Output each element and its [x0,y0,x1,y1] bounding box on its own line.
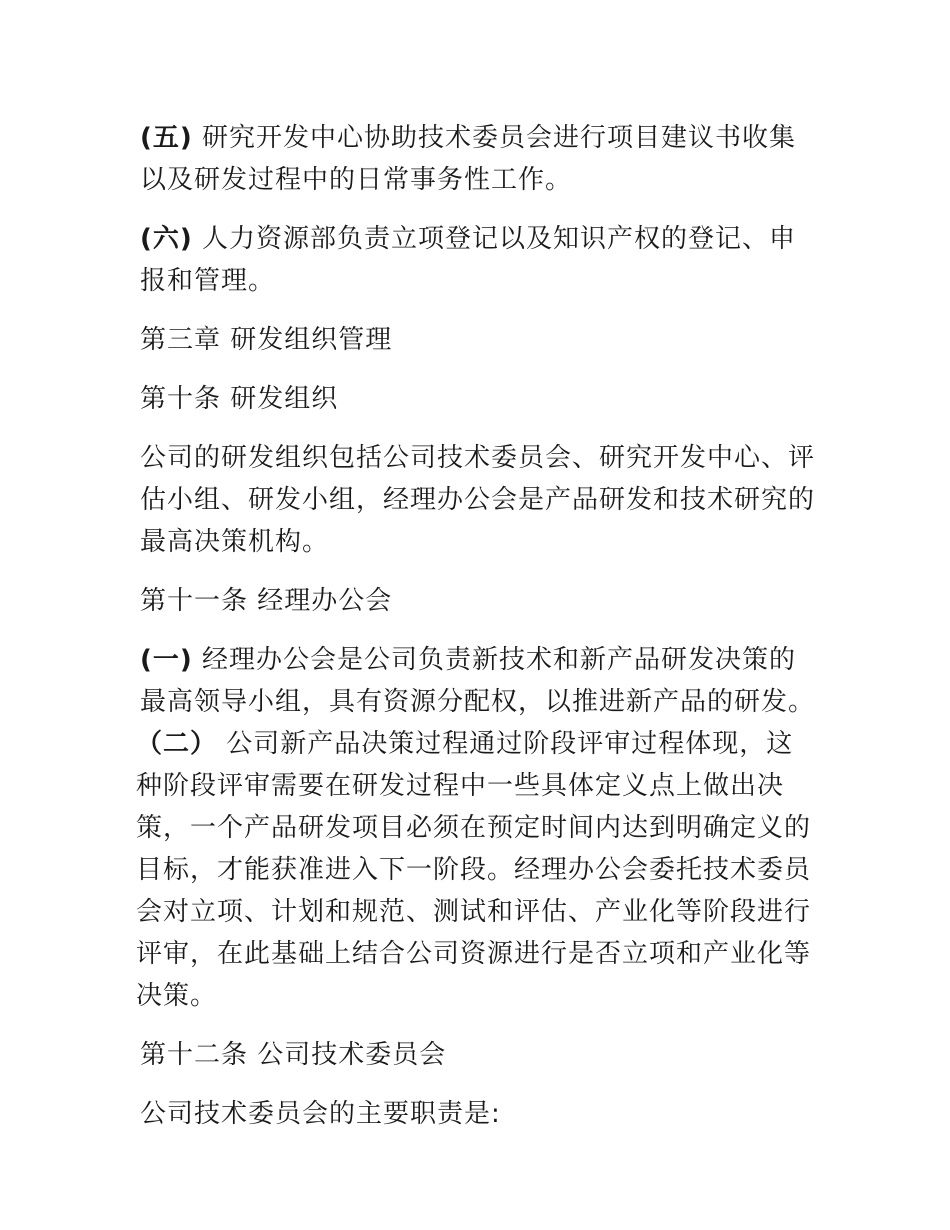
article-11-item-2 [136,723,820,1017]
article-10-heading: 第十条 研发组织 [140,384,339,414]
paragraph-text: 研究开发中心协助技术委员会进行项目建议书收集以及研发过程中的日常事务性工作。 [140,123,797,195]
paragraph-item-5 [140,117,820,201]
chapter-heading: 第三章 研发组织管理 [140,325,393,355]
paragraph-text: 经理办公会是公司负责新技术和新产品研发决策的最高领导小组，具有资源分配权，以推进新产品的研发。 [140,645,816,717]
paragraph-text: 公司新产品决策过程通过阶段评审过程体现，这种阶段评审需要在研发过程中一些具体定义点上做出决策，一个产品研发项目必须在预定时间内达到明确定义的目标，才能获准进入下一阶段。经理办公会委托技术委员会对立项、计划和规范、测试和评估、产业化等阶段进行评审，在此基础上结合公司资源进行是否立项和产业化等决策。 [136,729,812,1011]
paragraph-text: 人力资源部负责立项登记以及知识产权的登记、申报和管理。 [140,224,797,296]
article-10-body: 公司的研发组织包括公司技术委员会、研究开发中心、评估小组、研发小组，经理办公会是产品研发和技术研究的最高决策机构。 [140,443,816,557]
paragraph-item-6 [140,218,820,302]
document-page [136,117,820,1135]
article-11-item-1 [140,639,820,723]
item-marker: (一) [140,645,193,675]
article-12-body: 公司技术委员会的主要职责是: [140,1099,501,1129]
item-marker: (六) [140,224,193,254]
item-marker: （二） [136,729,218,759]
item-marker: (五) [140,123,193,153]
article-11-heading: 第十一条 经理办公会 [140,586,393,616]
article-12-heading: 第十二条 公司技术委员会 [140,1040,447,1070]
